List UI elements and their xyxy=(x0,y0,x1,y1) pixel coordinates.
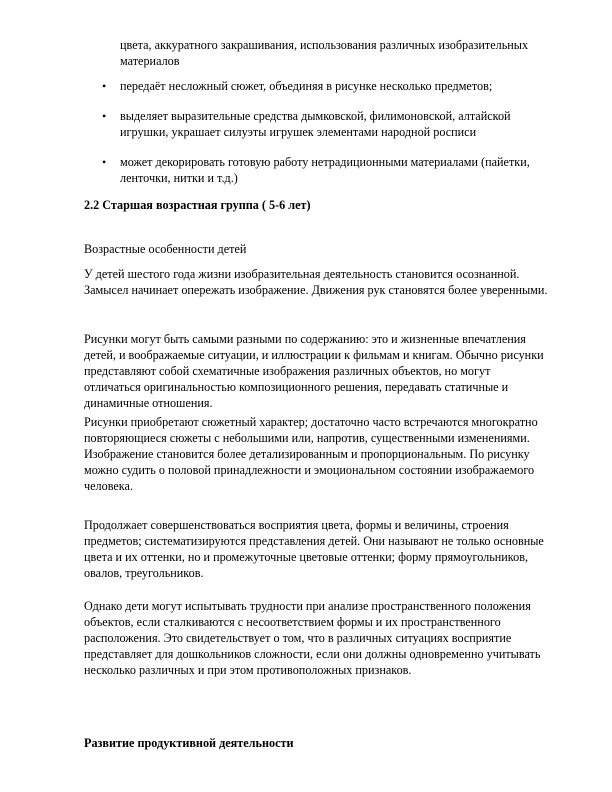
section-heading: 2.2 Старшая возрастная группа ( 5-6 лет) xyxy=(84,198,311,212)
subheading: Возрастные особенности детей xyxy=(84,242,247,256)
paragraph: Продолжает совершенствоваться восприятия цвета, формы и величины, строения предметов; систематизируются представления детей. Они называют не только основные цвета и их оттенки, но и промежуточные цветовые оттенки; форму прямоугольников, овалов, треугольников. xyxy=(84,518,544,580)
bullet-text: может декорировать готовую работу нетрадиционными материалами (пайетки, ленточки, нитки и т.д.) xyxy=(120,155,530,185)
paragraph: Рисунки могут быть самыми разными по содержанию: это и жизненные впечатления детей, и воображаемые ситуации, и иллюстрации к фильмам и книгам. Обычно рисунки представляют собой схематичные изображения различных объектов, но могут отличаться оригинальностью композиционного решения, передавать статичные и динамичные отношения. xyxy=(84,332,544,410)
bullet-list xyxy=(0,78,612,200)
bullet-marker-icon: • xyxy=(102,109,107,123)
bullet-marker-icon: • xyxy=(102,79,107,93)
bullet-item xyxy=(0,108,560,140)
paragraph: Рисунки приобретают сюжетный характер; достаточно часто встречаются многократно повторяющиеся сюжеты с небольшими или, напротив, существенными изменениями. Изображение становится более детализированным и пропорциональным. По рисунку можно судить о половой принадлежности и эмоциональном состоянии изображаемого человека. xyxy=(84,415,538,493)
bottom-heading: Развитие продуктивной деятельности xyxy=(84,736,294,750)
bullet-marker-icon: • xyxy=(102,155,107,169)
bullet-item xyxy=(0,154,560,186)
bullet-item xyxy=(0,78,560,94)
bullet-text: выделяет выразительные средства дымковской, филимоновской, алтайской игрушки, украшает силуэты игрушек элементами народной росписи xyxy=(120,109,511,139)
paragraph: У детей шестого года жизни изобразительная деятельность становится осознанной. Замысел начинает опережать изображение. Движения рук становятся более уверенными. xyxy=(84,267,548,297)
paragraph: Однако дети могут испытывать трудности при анализе пространственного положения объектов, если сталкиваются с несоответствием формы и их пространственного расположения. Это свидетельствует о том, что в различных ситуациях восприятие представляет для дошкольников сложности, если они должны одновременно учитывать несколько различных и при этом противоположных признаков. xyxy=(84,599,541,677)
bullet-text: передаёт несложный сюжет, объединяя в рисунке несколько предметов; xyxy=(120,79,493,93)
continuation-text: цвета, аккуратного закрашивания, использования различных изобразительных материалов xyxy=(120,38,529,68)
